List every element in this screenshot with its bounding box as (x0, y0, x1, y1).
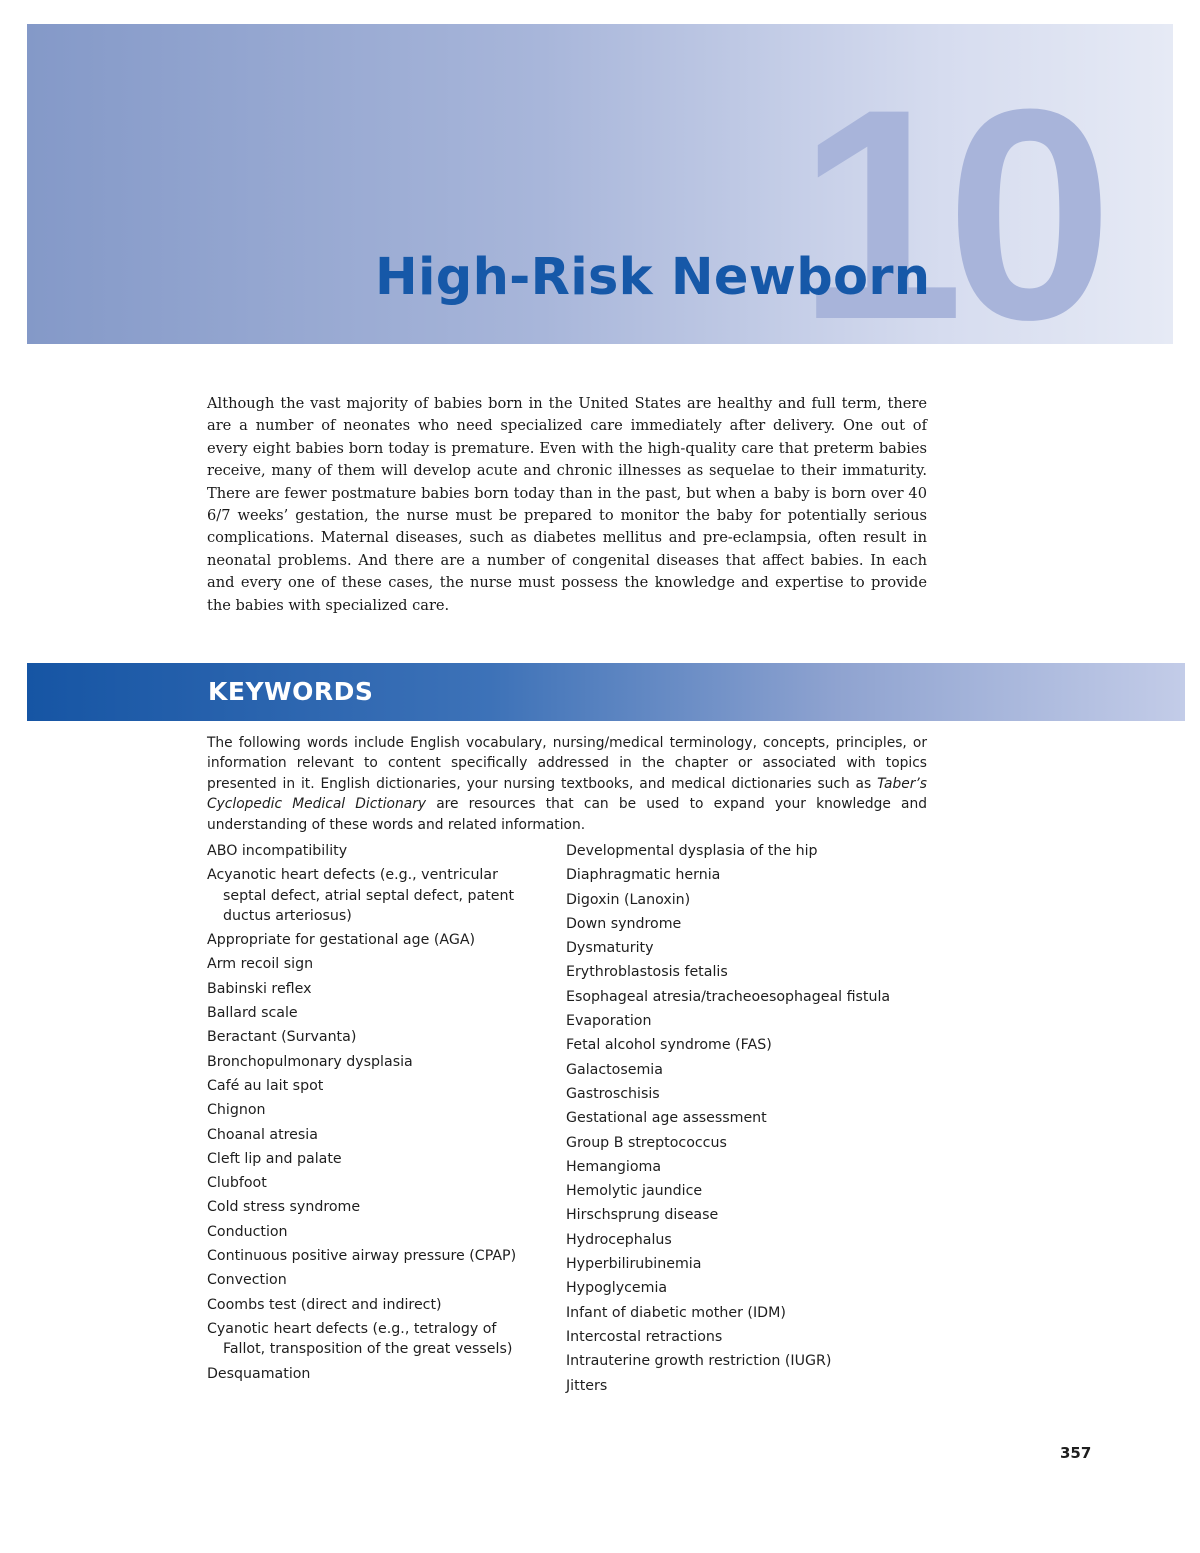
keywords-heading: KEYWORDS (208, 677, 374, 706)
dictionary-title: Taber’s Cyclopedic Medical Dictionary (207, 775, 927, 813)
keyword-item: Hirschsprung disease (566, 1207, 719, 1224)
keyword-item: Hemolytic jaundice (566, 1183, 703, 1200)
keyword-item: Hemangioma (566, 1158, 662, 1175)
keyword-item: Babinski reflex (207, 980, 312, 997)
keyword-item: Developmental dysplasia of the hip (566, 843, 818, 859)
keyword-item: Arm recoil sign (207, 956, 314, 973)
keyword-item: Fetal alcohol syndrome (FAS) (566, 1037, 772, 1054)
keyword-item: Erythroblastosis fetalis (566, 964, 728, 981)
keyword-item: Ballard scale (207, 1005, 298, 1022)
keyword-item: Desquamation (207, 1365, 311, 1382)
keyword-item: Acyanotic heart defects (e.g., ventricular septal defect, atrial septal defect, patent ductus arteriosus) (207, 867, 515, 924)
keyword-list-left (207, 841, 527, 1388)
keyword-list-right (566, 841, 926, 1400)
keyword-item: Gastroschisis (566, 1085, 660, 1102)
keywords-intro-text-end: are resources that can be used to expand your knowledge and understanding of these words and related information. (207, 796, 927, 833)
keyword-item: Hypoglycemia (566, 1280, 668, 1297)
keyword-item: Cyanotic heart defects (e.g., tetralogy of Fallot, transposition of the great vessels) (207, 1320, 513, 1358)
keyword-item: Hydrocephalus (566, 1231, 672, 1248)
keyword-item: Group B streptococcus (566, 1134, 727, 1151)
page-number: 357 (1060, 1444, 1092, 1462)
keyword-item: Galactosemia (566, 1061, 663, 1078)
keyword-item: ABO incompatibility (207, 843, 348, 859)
keyword-item: Jitters (566, 1377, 608, 1394)
keyword-item: Intrauterine growth restriction (IUGR) (566, 1353, 832, 1370)
keyword-item: Conduction (207, 1223, 288, 1240)
keyword-item: Evaporation (566, 1013, 652, 1030)
keywords-intro (207, 733, 927, 835)
keyword-item: Esophageal atresia/tracheoesophageal fistula (566, 988, 891, 1005)
keyword-item: Café au lait spot (207, 1077, 324, 1094)
keywords-banner (27, 663, 1185, 721)
keywords-intro-text: The following words include English vocabulary, nursing/medical terminology, concepts, principles, or information relevant to content specifically addressed in the chapter or associated with topics presented in it. English dictionaries, your nursing textbooks, and medical dictionaries such as (207, 735, 927, 792)
keyword-item: Infant of diabetic mother (IDM) (566, 1304, 786, 1321)
keyword-item: Clubfoot (207, 1175, 267, 1192)
keyword-item: Coombs test (direct and indirect) (207, 1296, 442, 1313)
keyword-item: Diaphragmatic hernia (566, 867, 721, 884)
keyword-item: Convection (207, 1272, 287, 1289)
keyword-item: Digoxin (Lanoxin) (566, 891, 691, 908)
keyword-item: Choanal atresia (207, 1126, 318, 1143)
keyword-item: Hyperbilirubinemia (566, 1256, 702, 1273)
keyword-item: Bronchopulmonary dysplasia (207, 1053, 413, 1070)
keyword-item: Beractant (Survanta) (207, 1029, 357, 1046)
chapter-banner (27, 24, 1173, 344)
keyword-item: Cold stress syndrome (207, 1199, 361, 1216)
keyword-item: Intercostal retractions (566, 1328, 723, 1345)
keyword-item: Appropriate for gestational age (AGA) (207, 932, 476, 949)
keyword-item: Down syndrome (566, 915, 682, 932)
keyword-item: Dysmaturity (566, 940, 654, 957)
intro-paragraph: Although the vast majority of babies born in the United States are healthy and full term, there are a number of neonates who need specialized care immediately after delivery. One out of every eight babies born today is premature. Even with the high-quality care that preterm babies receive, many of them will develop acute and chronic illnesses as sequelae to their immaturity. There are fewer postmature babies born today than in the past, but when a baby is born over 40 6/7 weeks’ gestation, the nurse must be prepared to monitor the baby for potentially serious complications. Maternal diseases, such as diabetes mellitus and pre-eclampsia, often result in neonatal problems. And there are a number of congenital diseases that affect babies. In each and every one of these cases, the nurse must possess the knowledge and expertise to provide the babies with specialized care. (207, 395, 927, 614)
keyword-item: Chignon (207, 1102, 266, 1119)
keyword-item: Cleft lip and palate (207, 1150, 342, 1167)
chapter-number: 10 (797, 46, 1095, 344)
keyword-item: Gestational age assessment (566, 1110, 767, 1127)
keyword-item: Continuous positive airway pressure (CPAP) (207, 1248, 517, 1265)
chapter-title: High-Risk Newborn (375, 248, 931, 307)
